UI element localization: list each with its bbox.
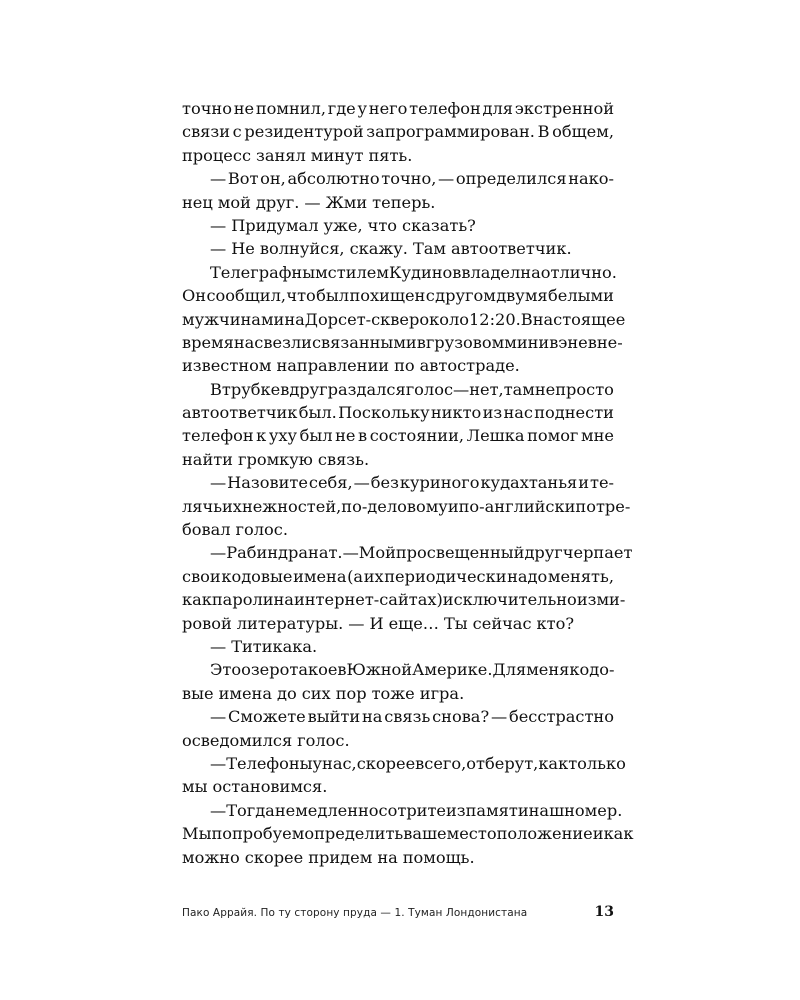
- text-line: [182, 541, 633, 564]
- word: —: [210, 169, 227, 189]
- word: сообщил,: [206, 286, 287, 306]
- text-line: [182, 378, 614, 401]
- word: запрограммирован.: [366, 122, 535, 142]
- word: абсолютно: [287, 169, 380, 189]
- word: настоящее: [532, 309, 626, 329]
- word: определить: [304, 824, 404, 844]
- word: телефон: [409, 99, 481, 118]
- word: нец: [182, 192, 213, 212]
- text-line: [182, 846, 614, 869]
- word: остановимся.: [212, 777, 328, 797]
- word: точно: [182, 99, 232, 118]
- word: минивэне: [504, 332, 588, 352]
- word: направлении: [276, 356, 390, 376]
- word: попробуем: [211, 824, 305, 844]
- word: теперь.: [372, 192, 436, 212]
- word: и: [447, 496, 459, 516]
- text-line: [182, 635, 614, 658]
- word: стилем: [327, 262, 389, 282]
- word: кодовые: [221, 566, 293, 586]
- word: —: [210, 636, 227, 656]
- word: голос: [405, 379, 454, 399]
- word: пять.: [368, 145, 413, 165]
- page-number: 13: [594, 904, 614, 920]
- word: —: [210, 707, 227, 727]
- word: придем: [308, 847, 373, 867]
- word: как: [603, 824, 634, 844]
- word: из: [482, 403, 503, 423]
- word: известном: [182, 356, 272, 376]
- word: Ты: [443, 613, 468, 633]
- word: нежностей,: [241, 496, 342, 516]
- word: на: [377, 847, 398, 867]
- word: свои: [182, 566, 221, 586]
- word: номер.: [564, 800, 623, 820]
- word: автостраде.: [419, 356, 520, 376]
- word: минут: [310, 145, 364, 165]
- word: никто: [430, 403, 482, 423]
- word: не-: [596, 332, 623, 352]
- text-line: [182, 284, 614, 307]
- word: меня: [526, 660, 570, 680]
- word: имена: [293, 566, 347, 586]
- word: Вот: [227, 169, 259, 189]
- word: и: [592, 824, 604, 844]
- word: ми-: [596, 590, 626, 610]
- word: на: [361, 707, 383, 727]
- word: раздался: [327, 379, 406, 399]
- text-line: [182, 588, 626, 611]
- word: вдруг: [280, 379, 328, 399]
- word: не: [233, 99, 255, 118]
- word: —: [210, 543, 227, 563]
- word: —: [490, 707, 508, 727]
- word: уху: [268, 426, 298, 446]
- word: отлично.: [540, 262, 617, 282]
- word: экстренной: [514, 99, 614, 118]
- word: из: [446, 800, 466, 820]
- word: Это: [210, 660, 242, 680]
- word: Он: [182, 286, 207, 306]
- word: на: [520, 262, 541, 282]
- word: Там: [412, 239, 447, 259]
- word: помнил,: [255, 99, 326, 118]
- word: мужчинами: [182, 309, 285, 329]
- word: снова?: [432, 707, 490, 727]
- word: памяти: [465, 800, 529, 820]
- word: Сможете: [228, 707, 306, 727]
- word: ваше: [403, 824, 447, 844]
- word: до: [276, 683, 297, 703]
- word: черпает: [562, 543, 633, 563]
- word: волнуйся,: [259, 239, 345, 259]
- word: местоположение: [446, 824, 593, 844]
- word: с: [425, 286, 435, 306]
- text-line: [182, 354, 614, 377]
- word: него: [368, 99, 408, 118]
- word: нако-: [568, 169, 614, 189]
- word: скорее: [356, 753, 416, 773]
- word: отберут,: [466, 753, 539, 773]
- text-line: [182, 401, 614, 424]
- word: без: [370, 473, 399, 493]
- text-line: [182, 729, 614, 752]
- word: голос.: [235, 520, 289, 540]
- word: —: [353, 473, 370, 493]
- text-line: [182, 448, 614, 471]
- word: Лешка: [466, 426, 525, 446]
- word: друг.: [255, 192, 300, 212]
- word: грузовом: [425, 332, 505, 352]
- word: В: [537, 122, 550, 142]
- word: к: [256, 426, 267, 446]
- word: где: [327, 99, 356, 118]
- word: из: [576, 590, 597, 610]
- word: связанными: [311, 332, 417, 352]
- word: игра.: [419, 683, 465, 703]
- word: сейчас: [472, 613, 532, 633]
- word: владел: [461, 262, 521, 282]
- text-line: [182, 775, 614, 798]
- word: общем,: [552, 122, 614, 142]
- word: исключительно: [442, 590, 577, 610]
- text-line: [182, 144, 614, 167]
- word: И: [369, 613, 384, 633]
- word: осведомился: [182, 730, 293, 750]
- word: Мы: [182, 824, 212, 844]
- word: сих: [301, 683, 331, 703]
- word: для: [482, 99, 513, 118]
- word: помощь.: [402, 847, 475, 867]
- word: нет,: [469, 379, 504, 399]
- word: озеро: [241, 660, 290, 680]
- word: по: [394, 356, 415, 376]
- word: около: [419, 309, 469, 329]
- word: скажу.: [349, 239, 408, 259]
- word: просто: [555, 379, 614, 399]
- word: такое: [289, 660, 338, 680]
- word: был.: [298, 403, 337, 423]
- word: занял: [256, 145, 306, 165]
- word: пароли: [211, 590, 274, 610]
- word: у: [312, 753, 323, 773]
- word: связи: [182, 122, 231, 142]
- word: бовал: [182, 520, 231, 540]
- word: —: [438, 169, 455, 189]
- word: найти: [182, 449, 233, 469]
- word: —: [210, 473, 227, 493]
- word: вые: [182, 683, 214, 703]
- word: ровой: [182, 613, 232, 633]
- text-line: [182, 120, 614, 143]
- word: кудахтанья: [480, 473, 578, 493]
- word: скорее: [244, 847, 304, 867]
- text-line: [182, 167, 614, 190]
- word: потре-: [575, 496, 631, 516]
- word: автоответчик.: [451, 239, 572, 259]
- word: по-английски: [458, 496, 576, 516]
- word: Кудинов: [388, 262, 462, 282]
- text-line: [182, 612, 614, 635]
- word: в: [337, 660, 347, 680]
- word: связь.: [317, 449, 370, 469]
- word: в: [587, 332, 597, 352]
- word: мой: [217, 192, 251, 212]
- word: их: [363, 566, 384, 586]
- word: выйти: [307, 707, 361, 727]
- word: сотрите: [378, 800, 447, 820]
- word: поднести: [534, 403, 614, 423]
- word: Америке.: [412, 660, 493, 680]
- word: периодически: [384, 566, 507, 586]
- word: —: [210, 800, 227, 820]
- word: Придумал: [231, 215, 319, 235]
- word: Телефоны: [226, 753, 313, 773]
- word: литературы.: [236, 613, 344, 633]
- word: те-: [589, 473, 614, 493]
- text-line: [182, 752, 626, 775]
- word: немедленно: [274, 800, 379, 820]
- word: В: [210, 379, 222, 399]
- word: с: [232, 122, 242, 142]
- text-line: [182, 682, 614, 705]
- word: друг: [524, 543, 563, 563]
- text-line: [182, 495, 631, 518]
- word: —: [210, 239, 227, 259]
- word: помог: [527, 426, 579, 446]
- word: нас: [233, 332, 264, 352]
- word: автоответчик: [182, 403, 298, 423]
- word: везли: [263, 332, 312, 352]
- word: Телеграфным: [210, 262, 328, 282]
- word: в: [416, 332, 426, 352]
- word: Южной: [346, 660, 413, 680]
- word: Титикака.: [231, 636, 318, 656]
- word: Назовите: [227, 473, 308, 493]
- text-line: [182, 799, 623, 822]
- word: процесс: [182, 145, 252, 165]
- word: точно,: [381, 169, 437, 189]
- word: кодо-: [569, 660, 615, 680]
- word: нас: [503, 403, 533, 423]
- text-line: [182, 822, 634, 845]
- word: резидентурой: [244, 122, 364, 142]
- word: нас,: [322, 753, 357, 773]
- text-line: [182, 658, 614, 681]
- word: не: [534, 379, 556, 399]
- word: состоянии,: [369, 426, 465, 446]
- text-line: [182, 97, 614, 120]
- word: на: [284, 309, 305, 329]
- word: двумя: [496, 286, 548, 306]
- word: уже,: [323, 215, 363, 235]
- text-line: [182, 191, 614, 214]
- word: кто?: [536, 613, 575, 633]
- text-line: [182, 565, 614, 588]
- word: связь: [384, 707, 431, 727]
- text-line: [182, 261, 617, 284]
- word: —: [210, 215, 227, 235]
- word: был: [299, 426, 333, 446]
- word: просвещенный: [395, 543, 525, 563]
- word: на: [273, 590, 294, 610]
- page-footer: [182, 904, 614, 922]
- word: был: [316, 286, 350, 306]
- word: как: [538, 753, 569, 773]
- word: Поскольку: [338, 403, 430, 423]
- word: —: [304, 192, 321, 212]
- word: менять,: [547, 566, 614, 586]
- word: что: [286, 286, 316, 306]
- word: и: [578, 473, 590, 493]
- word: всего,: [415, 753, 467, 773]
- word: бесстрастно: [508, 707, 614, 727]
- text-line: [182, 214, 614, 237]
- word: тоже: [371, 683, 415, 703]
- word: В: [520, 309, 533, 329]
- text-line: [182, 471, 614, 494]
- word: в: [358, 426, 368, 446]
- word: Для: [492, 660, 527, 680]
- text-line: [182, 518, 614, 541]
- word: Не: [231, 239, 255, 259]
- word: похищен: [349, 286, 426, 306]
- word: белыми: [548, 286, 614, 306]
- word: 12:20.: [469, 309, 521, 329]
- word: не: [335, 426, 356, 446]
- word: —: [453, 379, 470, 399]
- text-line: [182, 424, 614, 447]
- word: сказать?: [402, 215, 476, 235]
- word: трубке: [221, 379, 281, 399]
- word: Рабиндранат.: [226, 543, 343, 563]
- word: только: [568, 753, 626, 773]
- word: интернет-сайтах): [293, 590, 443, 610]
- word: громкую: [237, 449, 313, 469]
- word: пор: [335, 683, 367, 703]
- word: мы: [182, 777, 208, 797]
- word: Дорсет-сквер: [304, 309, 420, 329]
- word: у: [357, 99, 368, 118]
- word: определился: [455, 169, 567, 189]
- word: себя,: [308, 473, 353, 493]
- word: как: [182, 590, 212, 610]
- body-text: [182, 97, 634, 869]
- word: —: [342, 543, 359, 563]
- word: —: [348, 613, 365, 633]
- word: время: [182, 332, 234, 352]
- word: телефон: [182, 426, 254, 446]
- word: он,: [260, 169, 286, 189]
- word: там: [503, 379, 535, 399]
- word: Жми: [325, 192, 368, 212]
- word: Мой: [358, 543, 396, 563]
- word: имена: [218, 683, 272, 703]
- word: —: [210, 753, 227, 773]
- word: можно: [182, 847, 240, 867]
- word: куриного: [399, 473, 480, 493]
- word: что: [367, 215, 398, 235]
- word: другом: [435, 286, 496, 306]
- word: лячьих: [182, 496, 242, 516]
- running-title: Пако Аррайя. По ту сторону пруда — 1. Туман Лондонистана: [182, 907, 528, 919]
- word: наш: [528, 800, 565, 820]
- word: (а: [347, 566, 364, 586]
- word: еще…: [388, 613, 439, 633]
- word: надо: [507, 566, 548, 586]
- text-line: [182, 308, 626, 331]
- text-line: [182, 237, 614, 260]
- text-line: [182, 331, 623, 354]
- word: Тогда: [226, 800, 275, 820]
- word: мне: [580, 426, 614, 446]
- text-line: [182, 705, 614, 728]
- word: по-деловому: [341, 496, 448, 516]
- word: голос.: [297, 730, 350, 750]
